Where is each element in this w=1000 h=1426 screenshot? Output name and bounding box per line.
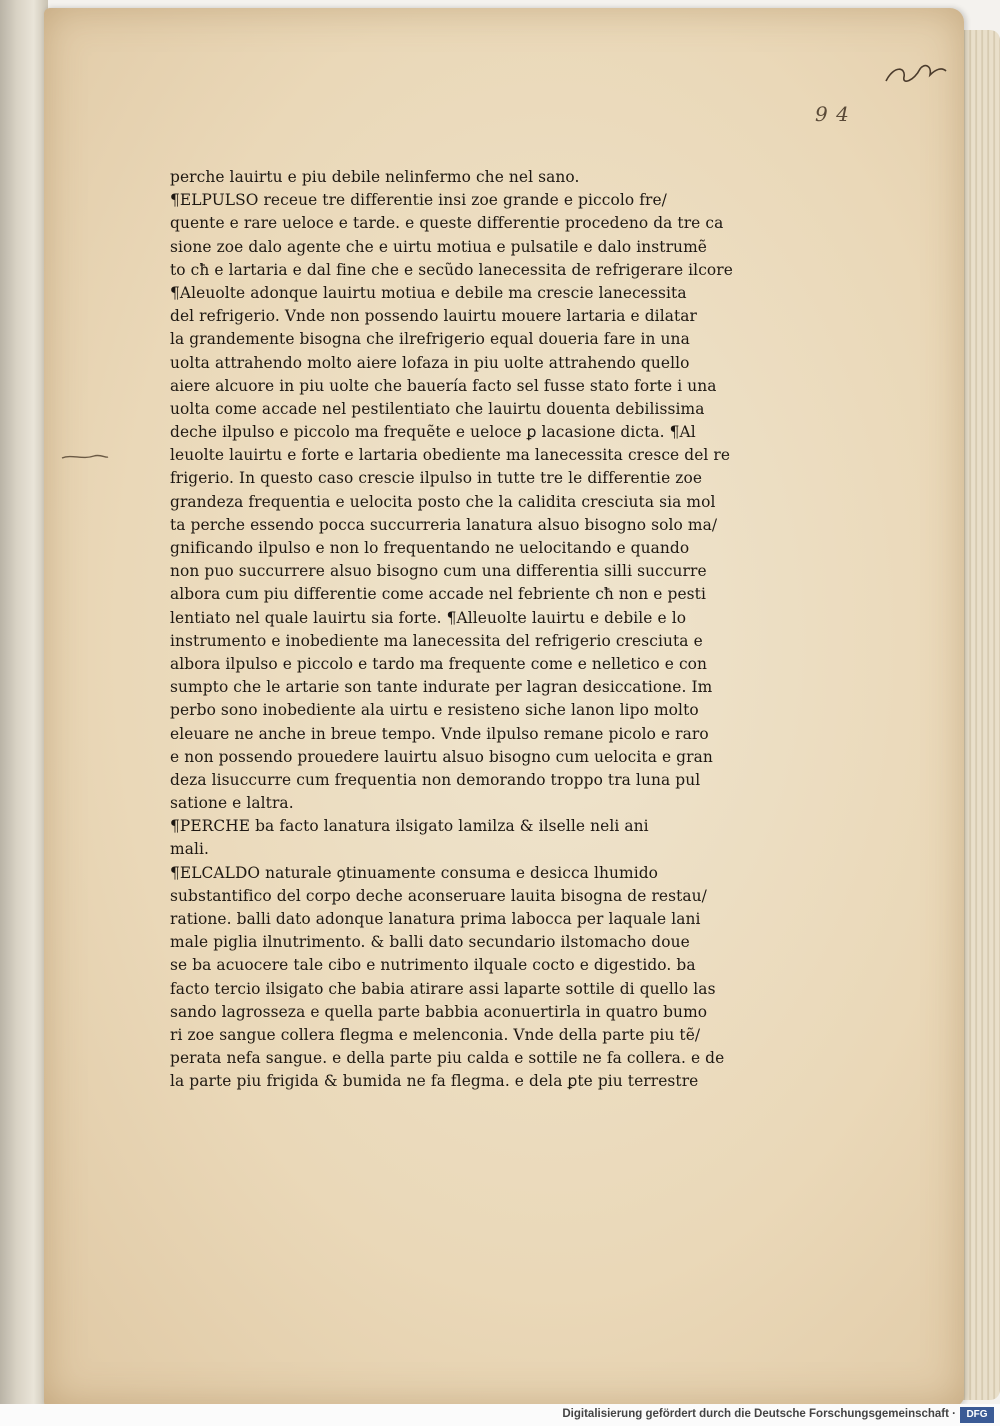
text-line: perata nefa sangue. e della parte piu calda e sottile ne fa collera. e de [170, 1049, 725, 1068]
text-line: albora cum piu differentie come accade nel febriente cħ non e pesti [170, 585, 706, 604]
text-line: frigerio. In questo caso crescie ilpulso in tutte tre le differentie zoe [170, 469, 703, 488]
text-line: albora ilpulso e piccolo e tardo ma frequente come e nelletico e con [170, 654, 708, 673]
text-line: sione zoe dalo agente che e uirtu motiua e pulsatile e dalo instrumẽ [170, 237, 707, 256]
text-line: instrumento e inobediente ma lanecessita del refrigerio cresciuta e [170, 631, 703, 650]
text-line: ¶Aleuolte adonque lauirtu motiua e debile ma crescie lanecessita [170, 283, 687, 302]
text-line: e non possendo prouedere lauirtu alsuo bisogno cum uelocita e gran [170, 747, 713, 766]
text-line: ratione. balli dato adonque lanatura prima labocca per laquale lani [170, 910, 701, 928]
text-line: facto tercio ilsigato che babia atirare assi laparte sottile di quello las [170, 979, 716, 998]
text-line: gnificando ilpulso e non lo frequentando ne uelocitando e quando [170, 539, 690, 557]
text-line: uolta attrahendo molto aiere lofaza in piu uolte attrahendo quello [170, 353, 690, 372]
text-line: to cħ e lartaria e dal fine che e secũdo lanecessita de refrigerare ilcore [170, 260, 733, 279]
text-line: aiere alcuore in piu uolte che bauería facto sel fusse stato forte i una [170, 376, 717, 395]
stain-mark [60, 450, 110, 464]
footer-bar [0, 1404, 1000, 1426]
text-line: uolta come accade nel pestilentiato che lauirtu douenta debilissima [170, 399, 705, 418]
text-line: la parte piu frigida & bumida ne fa flegma. e dela ꝑte piu terrestre [170, 1072, 699, 1091]
text-line: satione e laltra. [170, 794, 294, 813]
text-line: se ba acuocere tale cibo e nutrimento ilquale cocto e digestido. ba [170, 956, 696, 975]
text-line: sando lagrosseza e quella parte babbia aconuertirla in quatro bumo [170, 1002, 708, 1021]
text-line: eleuare ne anche in breue tempo. Vnde ilpulso remane picolo e raro [170, 724, 709, 743]
text-line: male piglia ilnutrimento. & balli dato secundario ilstomacho doue [170, 933, 690, 952]
text-line: ¶ELPULSO receue tre differentie insi zoe grande e piccolo fre/ [170, 191, 667, 210]
text-line: quente e rare ueloce e tarde. e queste differentie procedeno da tre ca [170, 214, 724, 233]
dfg-logo: DFG [960, 1407, 994, 1423]
text-line: substantifico del corpo deche aconseruare lauita bisogna de restau/ [170, 886, 707, 905]
text-line: mali. [170, 840, 210, 859]
text-line: grandeza frequentia e uelocita posto che la calidita cresciuta sia mol [170, 492, 716, 511]
text-line: deza lisuccurre cum frequentia non demorando troppo tra luna pul [170, 770, 701, 789]
text-line: ¶PERCHE ba facto lanatura ilsigato lamilza & ilselle neli ani [170, 817, 649, 836]
text-line: leuolte lauirtu e forte e lartaria obediente ma lanecessita cresce del re [170, 446, 731, 465]
left-page-edge [0, 0, 48, 1426]
text-line: la grandemente bisogna che ilrefrigerio equal doueria fare in una [170, 330, 690, 349]
text-line: perbo sono inobediente ala uirtu e resisteno siche lanon lipo molto [170, 701, 699, 720]
right-page-edges [960, 30, 1000, 1400]
digitization-credit: Digitalisierung gefördert durch die Deutsche Forschungsgemeinschaft · [562, 1408, 956, 1420]
text-line: del refrigerio. Vnde non possendo lauirtu mouere lartaria e dilatar [170, 307, 698, 326]
printed-text-block [170, 166, 733, 1094]
text-line: lentiato nel quale lauirtu sia forte. ¶Alleuolte lauirtu e debile e lo [170, 608, 687, 627]
text-line: non puo succurrere alsuo bisogno cum una differentia silli succurre [170, 562, 707, 581]
handwritten-mark [880, 55, 950, 90]
text-line: perche lauirtu e piu debile nelinfermo che nel sano. [170, 168, 580, 186]
text-line: ¶ELCALDO naturale ꝯtinuamente consuma e desicca lhumido [170, 863, 659, 882]
text-line: ri zoe sangue collera flegma e melenconia. Vnde della parte piu tẽ/ [170, 1025, 701, 1044]
folio-number: 9 4 [815, 102, 850, 126]
text-line: deche ilpulso e piccolo ma frequẽte e ueloce ꝑ lacasione dicta. ¶Al [170, 423, 696, 442]
text-line: ta perche essendo pocca succurreria lanatura alsuo bisogno solo ma/ [170, 515, 718, 534]
text-line: sumpto che le artarie son tante indurate per lagran desiccatione. Im [170, 678, 713, 697]
